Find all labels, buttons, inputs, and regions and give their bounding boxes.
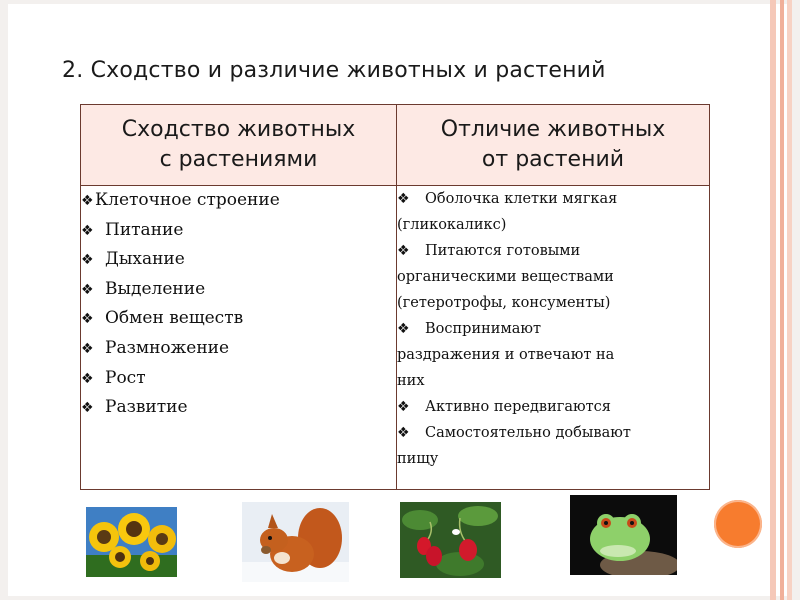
differences-list — [397, 186, 709, 472]
strawberry-photo — [400, 502, 501, 578]
slide-border-left — [0, 0, 8, 600]
list-item — [397, 394, 709, 420]
header-differences — [397, 105, 710, 186]
list-item — [397, 186, 709, 238]
diamond-bullet-icon: ❖ — [397, 399, 410, 415]
decor-stripe — [770, 0, 776, 600]
slide-border-right — [792, 0, 800, 600]
header-line: с растениями — [159, 147, 318, 172]
list-item-text: Активно передвигаются — [425, 399, 611, 415]
header-line: от растений — [481, 147, 625, 172]
list-item-text: Размножение — [105, 337, 230, 358]
diamond-bullet-icon: ❖ — [81, 193, 94, 209]
list-item — [81, 245, 396, 275]
header-similarities — [81, 105, 397, 186]
list-item — [81, 304, 396, 334]
diamond-bullet-icon: ❖ — [81, 340, 94, 357]
diamond-bullet-icon: ❖ — [81, 400, 94, 417]
decor-orange-circle — [714, 500, 762, 548]
diamond-bullet-icon: ❖ — [397, 321, 410, 337]
diamond-bullet-icon: ❖ — [397, 425, 410, 441]
decor-stripe — [780, 0, 784, 600]
list-item-text: Развитие — [105, 397, 188, 418]
header-line: Сходство животных — [121, 117, 356, 142]
similarities-list — [81, 186, 396, 423]
list-item — [397, 420, 709, 472]
diamond-bullet-icon: ❖ — [81, 222, 94, 239]
diamond-bullet-icon: ❖ — [81, 252, 94, 269]
diamond-bullet-icon: ❖ — [81, 370, 94, 387]
list-item-text: Дыхание — [105, 249, 185, 270]
list-item-text: (гетеротрофы, консументы) — [397, 295, 611, 311]
comparison-table — [80, 104, 710, 490]
squirrel-photo — [242, 502, 349, 582]
list-item-text: Оболочка клетки мягкая — [425, 191, 618, 207]
frog-photo — [570, 495, 677, 575]
header-line: Отличие животных — [440, 117, 666, 142]
diamond-bullet-icon: ❖ — [81, 311, 94, 328]
differences-cell — [397, 186, 710, 490]
list-item — [81, 216, 396, 246]
list-item-text: Питание — [105, 219, 184, 240]
list-item-text: Питаются готовыми — [425, 243, 581, 259]
list-item — [81, 186, 396, 216]
decor-stripe — [787, 0, 792, 600]
diamond-bullet-icon: ❖ — [397, 243, 410, 259]
list-item-text: Рост — [105, 367, 146, 388]
list-item-text: Выделение — [105, 278, 206, 299]
table-row — [81, 186, 710, 490]
list-item — [81, 364, 396, 394]
list-item — [81, 275, 396, 305]
diamond-bullet-icon: ❖ — [397, 191, 410, 207]
list-item-text: Воспринимают — [425, 321, 542, 337]
list-item-text: Самостоятельно добывают — [425, 425, 631, 441]
list-item — [81, 393, 396, 423]
similarities-cell — [81, 186, 397, 490]
list-item — [81, 334, 396, 364]
list-item-text: них — [397, 373, 425, 389]
slide-border-top — [0, 0, 800, 4]
slide-border-bottom — [0, 596, 800, 600]
list-item-text: органическими веществами — [397, 269, 614, 285]
list-item-text: (гликокаликс) — [397, 217, 507, 233]
sunflowers-photo — [86, 507, 177, 577]
list-item-text: Клеточное строение — [95, 190, 280, 210]
list-item — [397, 238, 709, 316]
table-header-row — [81, 105, 710, 186]
list-item-text: раздражения и отвечают на — [397, 347, 615, 363]
list-item-text: Обмен веществ — [105, 308, 244, 329]
diamond-bullet-icon: ❖ — [81, 281, 94, 298]
list-item-text: пищу — [397, 451, 439, 467]
slide-title: 2. Сходство и различие животных и растений — [62, 58, 606, 83]
list-item — [397, 316, 709, 394]
